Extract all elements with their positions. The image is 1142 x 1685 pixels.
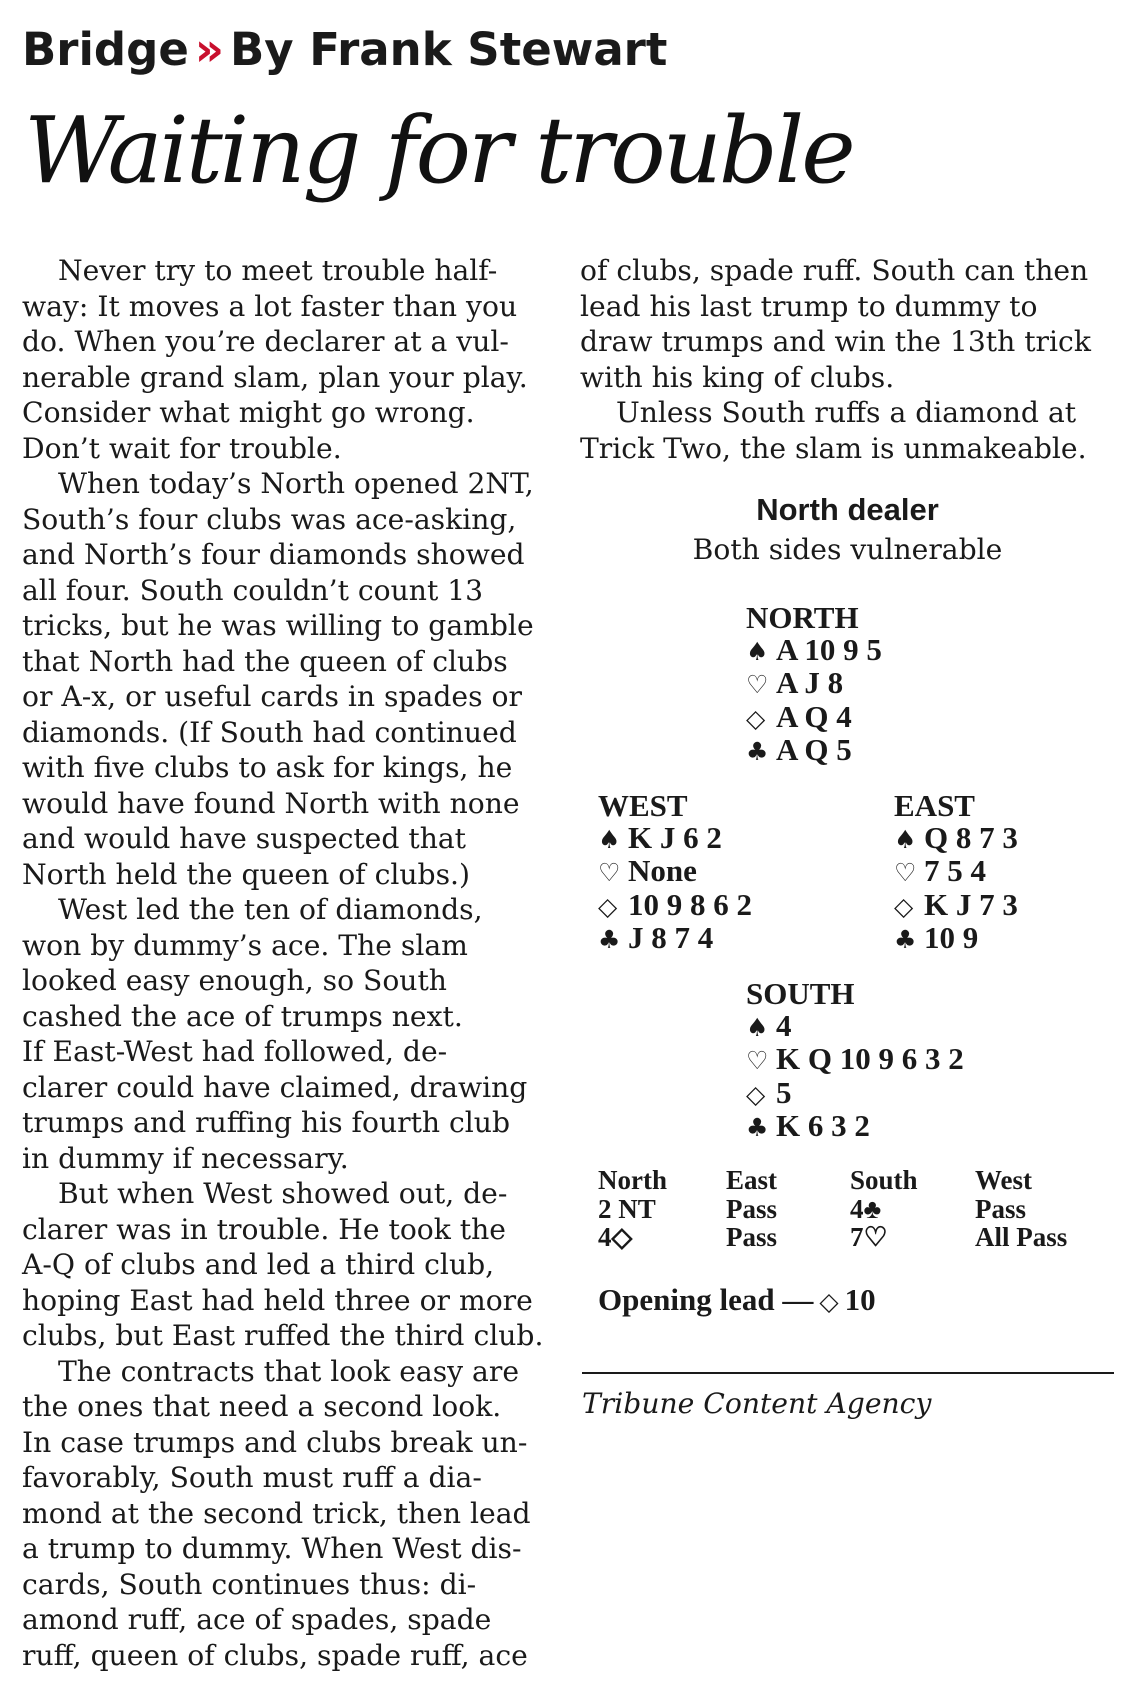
article-line: South’s four clubs was ace-asking, xyxy=(22,502,517,536)
article-line: draw trumps and win the 13th trick xyxy=(580,325,1091,358)
bid: Pass xyxy=(726,1193,778,1224)
article-line: Trick Two, the slam is unmakeable. xyxy=(580,431,1087,465)
cards: 5 xyxy=(776,1074,792,1110)
cards: A J 8 xyxy=(776,665,844,700)
article-line: in dummy if necessary. xyxy=(22,1141,349,1175)
section-name: Bridge xyxy=(22,23,189,76)
heart-icon: ♡ xyxy=(598,858,621,887)
clubs-holding xyxy=(598,922,752,956)
deal-dealer: North dealer xyxy=(756,492,939,527)
heart-icon: ♡ xyxy=(746,1046,769,1075)
article-line: But when West showed out, de- xyxy=(58,1177,508,1210)
cards: A Q 5 xyxy=(776,732,852,767)
cards: 7 5 4 xyxy=(924,853,986,888)
cards: K J 7 3 xyxy=(924,886,1018,922)
article-line: and would have suspected that xyxy=(22,822,466,855)
article-line: of clubs, spade ruff. South can then xyxy=(580,254,1089,287)
bid: 7♡ xyxy=(850,1222,888,1252)
opening-lead-card: 10 xyxy=(844,1282,876,1317)
diamond-icon: ◇ xyxy=(598,891,618,921)
article-line: and North’s four diamonds showed xyxy=(22,538,525,571)
heart-icon: ♡ xyxy=(746,670,769,699)
article-line: When today’s North opened 2NT, xyxy=(58,467,534,500)
hand-east xyxy=(894,790,1018,956)
diamonds-holding xyxy=(746,1074,964,1111)
byline: By Frank Stewart xyxy=(229,23,668,76)
article-line: West led the ten of diamonds, xyxy=(58,893,483,926)
article-line: cashed the ace of trumps next. xyxy=(22,999,463,1033)
article-line: If East-West had followed, de- xyxy=(22,1035,448,1068)
article-line: or A-x, or useful cards in spades or xyxy=(22,680,522,713)
cards: A 10 9 5 xyxy=(776,631,882,667)
article-line: cards, South continues thus: di- xyxy=(22,1567,477,1601)
auction-column-east xyxy=(726,1166,850,1252)
bid: All Pass xyxy=(975,1222,1068,1252)
cards: K Q 10 9 6 3 2 xyxy=(776,1041,964,1076)
club-icon: ♣ xyxy=(894,925,917,954)
article-line: the ones that need a second look. xyxy=(22,1390,502,1423)
cards: A Q 4 xyxy=(776,698,852,734)
article-line: Never try to meet trouble half- xyxy=(58,254,498,287)
auction-column-south xyxy=(850,1166,975,1252)
spades-holding xyxy=(746,1007,964,1044)
article-line: trumps and ruffing his fourth club xyxy=(22,1106,511,1139)
auction-column-west xyxy=(975,1166,1085,1252)
spades-holding xyxy=(598,819,752,856)
article-line: ruff, queen of clubs, spade ruff, ace xyxy=(22,1638,528,1672)
cards: None xyxy=(628,853,697,888)
cards: 10 9 8 6 2 xyxy=(628,886,752,922)
cards: J 8 7 4 xyxy=(628,920,714,955)
article-line: Consider what might go wrong. xyxy=(22,396,475,429)
seat-label: North xyxy=(598,1165,667,1195)
hand-label: WEST xyxy=(598,788,688,823)
club-icon: ♣ xyxy=(746,737,769,766)
article-line: do. When you’re declarer at a vul- xyxy=(22,325,509,358)
bid: 2 NT xyxy=(598,1193,656,1224)
article-line: A-Q of clubs and led a third club, xyxy=(22,1248,495,1281)
spade-icon: ♠ xyxy=(894,824,917,854)
headline: Waiting for trouble xyxy=(24,97,853,204)
bid: Pass xyxy=(726,1222,778,1252)
column-header xyxy=(22,22,667,78)
clubs-holding xyxy=(746,1110,964,1144)
article-line: clarer could have claimed, drawing xyxy=(22,1070,528,1104)
diamonds-holding xyxy=(894,886,1018,923)
cards: 10 9 xyxy=(924,920,979,955)
seat-label: East xyxy=(726,1165,778,1195)
article-line: way: It moves a lot faster than you xyxy=(22,289,518,323)
hand-label: EAST xyxy=(894,788,975,823)
bid: Pass xyxy=(975,1193,1027,1224)
article-line: all four. South couldn’t count 13 xyxy=(22,573,484,607)
article-line: clubs, but East ruffed the third club. xyxy=(22,1319,544,1352)
article-line: won by dummy’s ace. The slam xyxy=(22,928,468,962)
deal-vulnerability: Both sides vulnerable xyxy=(692,533,1003,566)
spade-icon: ♠ xyxy=(746,1012,769,1042)
cards: K 6 3 2 xyxy=(776,1108,870,1143)
opening-lead xyxy=(598,1280,876,1322)
article-line: mond at the second trick, then lead xyxy=(22,1496,531,1530)
cards: K J 6 2 xyxy=(628,819,722,855)
article-line: Don’t wait for trouble. xyxy=(22,431,342,465)
section-separator: » xyxy=(194,23,224,76)
article-line: looked easy enough, so South xyxy=(22,964,447,997)
heart-icon: ♡ xyxy=(894,858,917,887)
diamond-icon: ◇ xyxy=(819,1287,839,1316)
opening-lead-label: Opening lead — xyxy=(598,1282,814,1317)
seat-label: West xyxy=(975,1165,1032,1195)
auction-column-north xyxy=(598,1166,726,1252)
article-line: diamonds. (If South had continued xyxy=(22,715,517,749)
bid: 4♣ xyxy=(850,1193,882,1224)
hand-label: NORTH xyxy=(746,600,859,635)
article-line: favorably, South must ruff a dia- xyxy=(22,1461,482,1494)
article-line: a trump to dummy. When West dis- xyxy=(22,1532,522,1565)
syndication-credit: Tribune Content Agency xyxy=(582,1387,932,1420)
auction-table xyxy=(598,1166,1085,1252)
cards: Q 8 7 3 xyxy=(924,819,1018,855)
seat-label: South xyxy=(850,1165,918,1195)
article-line: hoping East had held three or more xyxy=(22,1283,533,1317)
article-line: with five clubs to ask for kings, he xyxy=(22,751,513,784)
club-icon: ♣ xyxy=(598,925,621,954)
diamonds-holding xyxy=(598,886,752,923)
article-line: nerable grand slam, plan your play. xyxy=(22,360,528,394)
spade-icon: ♠ xyxy=(746,636,769,666)
article-line: would have found North with none xyxy=(22,786,520,820)
article-line: In case trumps and clubs break un- xyxy=(22,1425,528,1459)
diamond-icon: ◇ xyxy=(894,891,914,921)
hearts-holding xyxy=(746,667,882,701)
hearts-holding xyxy=(598,855,752,889)
hearts-holding xyxy=(746,1043,964,1077)
clubs-holding xyxy=(894,922,1018,956)
article-line: clarer was in trouble. He took the xyxy=(22,1212,506,1246)
article-line: tricks, but he was willing to gamble xyxy=(22,609,534,642)
diamond-icon: ◇ xyxy=(746,703,766,733)
article-line: North held the queen of clubs.) xyxy=(22,857,470,891)
spades-holding xyxy=(894,819,1018,856)
article-line: lead his last trump to dummy to xyxy=(580,289,1038,323)
hand-label: SOUTH xyxy=(746,976,855,1011)
article-line: Unless South ruffs a diamond at xyxy=(616,396,1077,429)
hearts-holding xyxy=(894,855,1018,889)
clubs-holding xyxy=(746,734,882,768)
article-column-left xyxy=(22,253,542,1673)
hand-west xyxy=(598,790,752,956)
article-line: The contracts that look easy are xyxy=(58,1354,520,1388)
bid: 4◇ xyxy=(598,1222,633,1252)
hand-north xyxy=(746,602,882,768)
diamonds-holding xyxy=(746,698,882,735)
article-column-right xyxy=(580,253,1115,466)
hand-south xyxy=(746,978,964,1144)
spades-holding xyxy=(746,631,882,668)
article-line: amond ruff, ace of spades, spade xyxy=(22,1603,492,1636)
divider-rule xyxy=(582,1372,1114,1374)
club-icon: ♣ xyxy=(746,1113,769,1142)
diamond-icon: ◇ xyxy=(746,1079,766,1109)
spade-icon: ♠ xyxy=(598,824,621,854)
article-line: with his king of clubs. xyxy=(580,360,895,394)
cards: 4 xyxy=(776,1007,792,1043)
article-line: that North had the queen of clubs xyxy=(22,644,508,678)
